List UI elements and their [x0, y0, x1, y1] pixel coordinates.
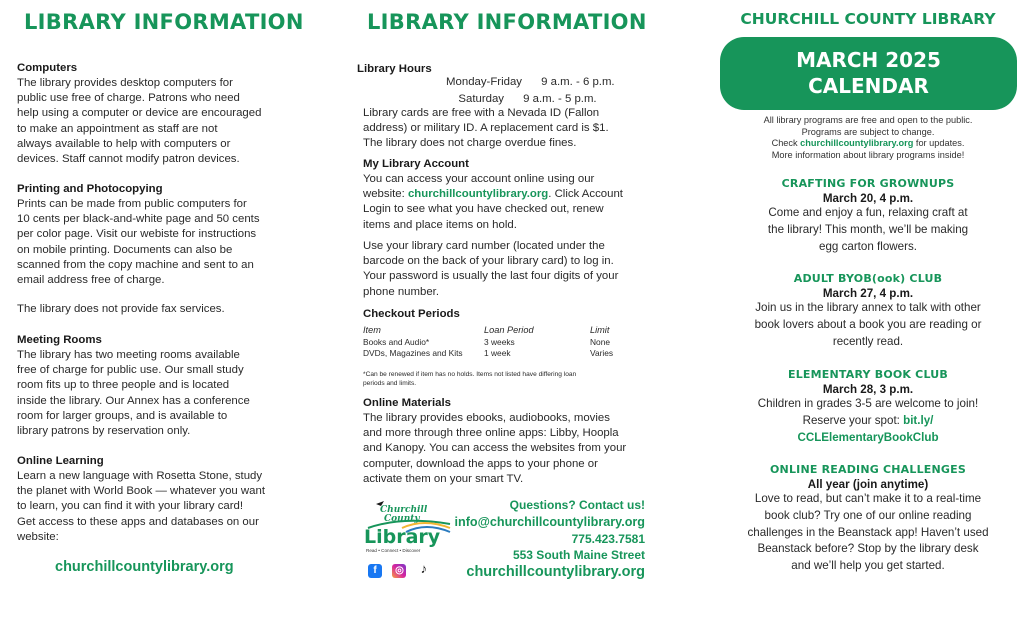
- logo-tagline: Read • Connect • Discover: [366, 548, 421, 553]
- text-line: Login to see what you have checked out, renew: [363, 203, 604, 216]
- table-cell: 3 weeks: [484, 336, 515, 347]
- contact-phone[interactable]: 775.423.7581: [571, 531, 645, 546]
- event-block: [712, 368, 1024, 446]
- text-line: Library cards are free with a Nevada ID (Fallon: [363, 107, 600, 119]
- text-line: Programs are subject to change.: [801, 126, 935, 137]
- website-link[interactable]: churchillcountylibrary.org: [466, 564, 645, 581]
- contact-heading: Questions? Contact us!: [509, 498, 645, 512]
- text-line: computer, download the apps to your phone or: [363, 457, 598, 470]
- text-line: on mobile printing. Documents can also be: [17, 243, 233, 256]
- table-cell: 1 week: [484, 348, 511, 358]
- event-date: March 27, 4 p.m.: [822, 287, 914, 300]
- event-block: [712, 177, 1024, 255]
- text-line: to learn, you can find it with your library card!: [17, 500, 244, 513]
- text-line: and we’ll help you get started.: [791, 559, 945, 573]
- table-row: [363, 337, 613, 349]
- library-cards-text: [363, 106, 653, 152]
- instagram-icon[interactable]: ◎: [392, 564, 406, 578]
- text-line: book lovers about a book you are reading or: [754, 317, 982, 331]
- text-line: free of charge for public use. Our small study: [17, 364, 244, 377]
- contact-address: 553 South Maine Street: [512, 548, 645, 563]
- online-learning-section: [17, 454, 302, 545]
- logo-text: Library: [364, 526, 441, 548]
- text-fragment: Reserve your spot:: [802, 413, 904, 427]
- text-line: The library provides desktop computers for: [17, 77, 233, 89]
- section-title: Online Learning: [17, 455, 104, 467]
- table-row: [363, 348, 613, 360]
- table-cell: Books and Audio*: [363, 336, 430, 347]
- meeting-rooms-section: [17, 333, 297, 439]
- text-line: room fits up to three people and is located: [17, 379, 230, 392]
- text-line: egg carton flowers.: [819, 239, 917, 253]
- fax-note: The library does not provide fax services.: [17, 303, 225, 315]
- contact-block: [445, 497, 645, 581]
- text-line: Get access to these apps and databases on our: [17, 515, 259, 528]
- text-line: the planet with World Book — whatever you want: [17, 485, 265, 498]
- text-line: book club? Try one of our online reading: [764, 508, 972, 522]
- logo-text: Churchill: [380, 505, 428, 515]
- text-line: always available to help with computers or: [17, 137, 231, 150]
- text-line: library patrons by reservation only.: [17, 425, 191, 438]
- table-cell: Varies: [590, 348, 614, 358]
- website-link[interactable]: churchillcountylibrary.org: [55, 559, 234, 575]
- text-line: More information about library programs inside!: [771, 149, 965, 160]
- section-title: Online Materials: [363, 397, 451, 409]
- account-section: [363, 157, 655, 233]
- hours-time: 9 a.m. - 5 p.m.: [523, 93, 597, 105]
- text-line: inside the library. Our Annex has a conference: [17, 394, 250, 407]
- text-line: The library does not charge overdue fines.: [363, 137, 577, 150]
- event-block: [712, 463, 1024, 575]
- checkout-note: [363, 370, 653, 388]
- contact-email[interactable]: info@churchillcountylibrary.org: [454, 514, 645, 529]
- section-title: My Library Account: [363, 158, 469, 170]
- section-text: [17, 469, 302, 545]
- checkout-table: [363, 325, 613, 360]
- online-materials-section: [363, 396, 658, 487]
- text-line: room for larger groups, and is available to: [17, 409, 228, 422]
- text-line: The library has two meeting rooms available: [17, 349, 240, 361]
- section-title: Computers: [17, 62, 78, 74]
- text-line: recently read.: [832, 334, 904, 348]
- text-fragment: Check: [771, 138, 801, 149]
- event-title: ADULT BYOB(ook) CLUB: [793, 272, 943, 285]
- text-line: Children in grades 3-5 are welcome to join!: [757, 397, 979, 410]
- text-line: Come and enjoy a fun, relaxing craft at: [768, 206, 968, 219]
- section-text: [363, 411, 658, 487]
- text-line: Prints can be made from public computers for: [17, 198, 247, 210]
- library-logo: [362, 498, 452, 556]
- text-line: and Kanopy. You can access the websites from your: [363, 442, 627, 455]
- text-line: challenges in the Beanstack app! Haven’t used: [747, 525, 989, 539]
- column-header: Loan Period: [484, 325, 534, 335]
- section-text: [17, 348, 297, 439]
- hours-title: Library Hours: [357, 63, 432, 75]
- table-cell: DVDs, Magazines and Kits: [363, 348, 463, 358]
- signup-link[interactable]: CCLElementaryBookClub: [797, 430, 939, 444]
- event-date: March 20, 4 p.m.: [822, 192, 914, 205]
- info-column-left: [0, 0, 304, 626]
- text-line: [712, 138, 1024, 150]
- text-line: per color page. Visit our webiste for instructions: [17, 228, 257, 241]
- text-line: *Can be renewed if item has no holds. Items not listed have differing loan: [363, 371, 577, 378]
- calendar-subtitle: CALENDAR: [808, 74, 929, 98]
- checkout-title: Checkout Periods: [363, 308, 460, 320]
- text-line: email address free of charge.: [17, 274, 165, 287]
- website-link[interactable]: churchillcountylibrary.org: [800, 138, 914, 149]
- text-line: address) or military ID. A replacement card is $1.: [363, 122, 609, 135]
- signup-link[interactable]: bit.ly/: [903, 413, 934, 427]
- tiktok-icon[interactable]: ♪: [417, 562, 431, 576]
- calendar-title: MARCH 2025: [796, 48, 941, 72]
- text-line: periods and limits.: [363, 380, 417, 387]
- text-line: to make an appointment as staff are not: [17, 122, 218, 135]
- section-text: [363, 172, 655, 233]
- text-line: and more through three online apps: Libby, Hoopla: [363, 427, 619, 440]
- text-line: Beanstack before? Stop by the library desk: [757, 542, 979, 556]
- column-header: LIBRARY INFORMATION: [24, 10, 304, 34]
- calendar-column: [712, 0, 1024, 626]
- website-link[interactable]: churchillcountylibrary.org: [407, 188, 549, 201]
- text-line: items and place items on hold.: [363, 218, 517, 231]
- hours-time: 9 a.m. - 6 p.m.: [541, 76, 615, 88]
- hours-row: [430, 76, 615, 88]
- event-description: [712, 300, 1024, 350]
- text-line: website:: [17, 530, 59, 543]
- info-column-middle: [345, 0, 655, 626]
- text-line: phone number.: [363, 285, 439, 298]
- column-header: Limit: [590, 325, 610, 335]
- event-title: ELEMENTARY BOOK CLUB: [788, 368, 948, 381]
- card-login-text: [363, 239, 658, 300]
- text-line: barcode on the back of your library card) to log in.: [363, 255, 614, 268]
- text-line: help using a computer or device are encouraged: [17, 107, 262, 120]
- computers-section: [17, 61, 297, 167]
- hours-day: Monday-Friday: [446, 76, 522, 88]
- calendar-intro: [712, 115, 1024, 161]
- table-cell: None: [590, 336, 611, 347]
- event-description: [712, 491, 1024, 575]
- text-line: [363, 187, 655, 202]
- section-text: [17, 76, 297, 167]
- facebook-icon[interactable]: f: [368, 564, 382, 578]
- section-title: Meeting Rooms: [17, 334, 102, 346]
- text-line: Love to read, but can’t make it to a real-time: [754, 492, 982, 505]
- section-title: Printing and Photocopying: [17, 183, 163, 195]
- text-line: public use free of charge. Patrons who need: [17, 92, 240, 105]
- text-line: Use your library card number (located under the: [363, 240, 605, 252]
- text-line: activate them on your smart TV.: [363, 472, 524, 485]
- hours-row: [430, 93, 597, 105]
- event-block: [712, 272, 1024, 350]
- text-fragment: website:: [363, 188, 408, 201]
- text-line: You can access your account online using our: [363, 173, 595, 185]
- text-line: scanned from the copy machine and sent to an: [17, 258, 254, 271]
- event-description: [712, 396, 1024, 446]
- text-line: Learn a new language with Rosetta Stone, study: [17, 470, 263, 482]
- printing-section: [17, 182, 297, 288]
- calendar-banner: [720, 37, 1017, 110]
- hours-day: Saturday: [458, 93, 504, 105]
- event-title: ONLINE READING CHALLENGES: [770, 463, 966, 476]
- table-header-row: [363, 325, 613, 337]
- event-description: [712, 205, 1024, 255]
- text-line: Your password is usually the last four digits of your: [363, 270, 619, 283]
- social-icons: [368, 560, 437, 578]
- library-name-header: CHURCHILL COUNTY LIBRARY: [740, 10, 996, 28]
- logo-text: County: [384, 514, 420, 524]
- column-header: Item: [363, 325, 381, 335]
- text-line: [712, 413, 1024, 430]
- text-line: 10 cents per black-and-white page and 50 cents: [17, 213, 260, 226]
- text-line: devices. Staff cannot modify patron devices.: [17, 153, 240, 166]
- text-line: Join us in the library annex to talk with other: [755, 301, 981, 314]
- column-header: LIBRARY INFORMATION: [367, 10, 647, 34]
- event-date: March 28, 3 p.m.: [822, 383, 914, 396]
- section-text: [17, 197, 297, 288]
- text-fragment: . Click Account: [548, 188, 623, 201]
- text-fragment: for updates.: [913, 138, 965, 149]
- text-line: The library provides ebooks, audiobooks, movies: [363, 412, 610, 424]
- event-date: All year (join anytime): [807, 478, 929, 491]
- text-line: the library! This month, we’ll be making: [767, 222, 969, 236]
- event-title: CRAFTING FOR GROWNUPS: [781, 177, 955, 190]
- text-line: All library programs are free and open to the public.: [763, 115, 973, 125]
